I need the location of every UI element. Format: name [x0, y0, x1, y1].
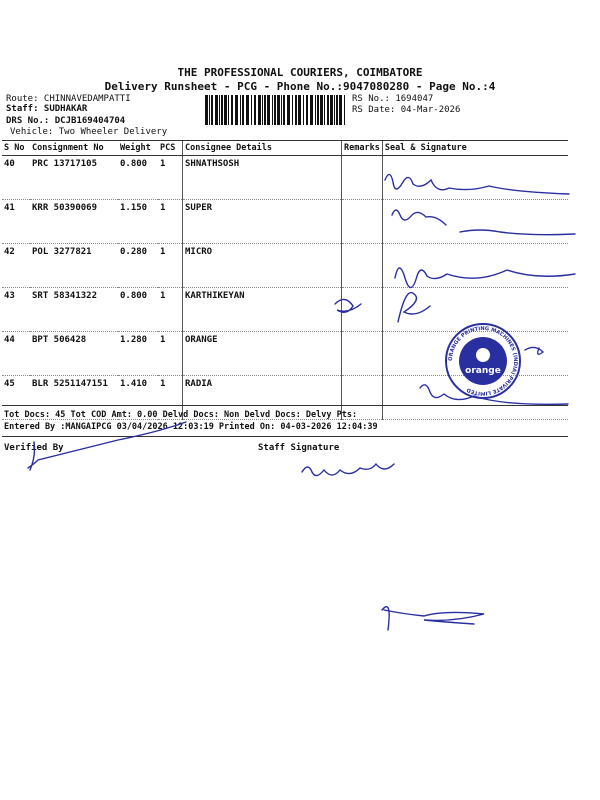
route-label: Route: CHINNAVEDAMPATTI: [6, 94, 131, 104]
col-sno: S No: [2, 141, 30, 156]
staff-signature-label: Staff Signature: [258, 443, 340, 453]
cell-pcs: 1: [158, 156, 183, 200]
cell-sno: 44: [2, 332, 30, 376]
cell-consignment-no: BPT 506428: [30, 332, 118, 376]
col-remarks: Remarks: [342, 141, 383, 156]
cell-pcs: 1: [158, 200, 183, 244]
orange-company-stamp: [443, 321, 523, 401]
cell-consignee: SUPER: [183, 200, 342, 244]
staff-signature-scribble: [302, 464, 394, 476]
signature-row-40: [385, 174, 569, 194]
col-consignee: Consignee Details: [183, 141, 342, 156]
col-weight: Weight: [118, 141, 158, 156]
cell-sno: 43: [2, 288, 30, 332]
signature-row-43-b: [398, 293, 430, 322]
rs-number: RS No.: 1694047: [352, 94, 434, 104]
cell-pcs: 1: [158, 288, 183, 332]
cell-consignee: RADIA: [183, 376, 342, 420]
cell-consignment-no: BLR 5251147151: [30, 376, 118, 420]
entered-by-line: Entered By :MANGAIPCG 03/04/2026 12:03:19 Printed On: 04-03-2026 12:04:39: [4, 422, 378, 432]
runsheet-subtitle: Delivery Runsheet - PCG - Phone No.:9047080280 - Page No.:4: [104, 80, 496, 93]
cell-consignment-no: SRT 58341322: [30, 288, 118, 332]
col-pcs: PCS: [158, 141, 183, 156]
company-title: THE PROFESSIONAL COURIERS, COIMBATORE: [177, 66, 423, 79]
cell-sno: 40: [2, 156, 30, 200]
cell-consignee: SHNATHSOSH: [183, 156, 342, 200]
cell-weight: 1.150: [118, 200, 158, 244]
stamp-center-text: orange: [465, 366, 501, 376]
cell-sno: 42: [2, 244, 30, 288]
vehicle-label: Vehicle: Two Wheeler Delivery: [10, 127, 168, 137]
rs-date: RS Date: 04-Mar-2026: [352, 105, 461, 115]
cell-consignment-no: KRR 50390069: [30, 200, 118, 244]
cell-consignee: ORANGE: [183, 332, 342, 376]
cell-weight: 1.280: [118, 332, 158, 376]
cell-weight: 1.410: [118, 376, 158, 420]
cell-consignment-no: POL 3277821: [30, 244, 118, 288]
cell-weight: 0.800: [118, 156, 158, 200]
drs-number: DRS No.: DCJB169404704: [6, 116, 126, 126]
cell-pcs: 1: [158, 376, 183, 420]
col-consignment: Consignment No: [30, 141, 118, 156]
cell-consignee: MICRO: [183, 244, 342, 288]
cell-pcs: 1: [158, 244, 183, 288]
cell-consignment-no: PRC 13717105: [30, 156, 118, 200]
remark-mark-43: [335, 299, 361, 312]
col-seal-signature: Seal & Signature: [382, 141, 568, 156]
verified-by-label: Verified By: [4, 443, 64, 453]
cell-pcs: 1: [158, 332, 183, 376]
cell-sno: 41: [2, 200, 30, 244]
signature-row-43: [395, 268, 575, 288]
stamp-ring-text: ORANGE PRINTING MACHINES (INDIA) PRIVATE LIMITED: [447, 325, 519, 397]
cell-sno: 45: [2, 376, 30, 420]
bottom-signature: [382, 607, 484, 630]
staff-label: Staff: SUDHAKAR: [6, 104, 88, 114]
signature-row-44: [525, 347, 543, 354]
signature-row-41: [392, 210, 575, 235]
cell-consignee: KARTHIKEYAN: [183, 288, 342, 332]
cell-weight: 0.280: [118, 244, 158, 288]
totals-line: Tot Docs: 45 Tot COD Amt: 0.00 Delvd Docs: Non Delvd Docs: Delvy Pts:: [4, 410, 358, 420]
cell-weight: 0.800: [118, 288, 158, 332]
verified-by-signature: [28, 422, 186, 470]
